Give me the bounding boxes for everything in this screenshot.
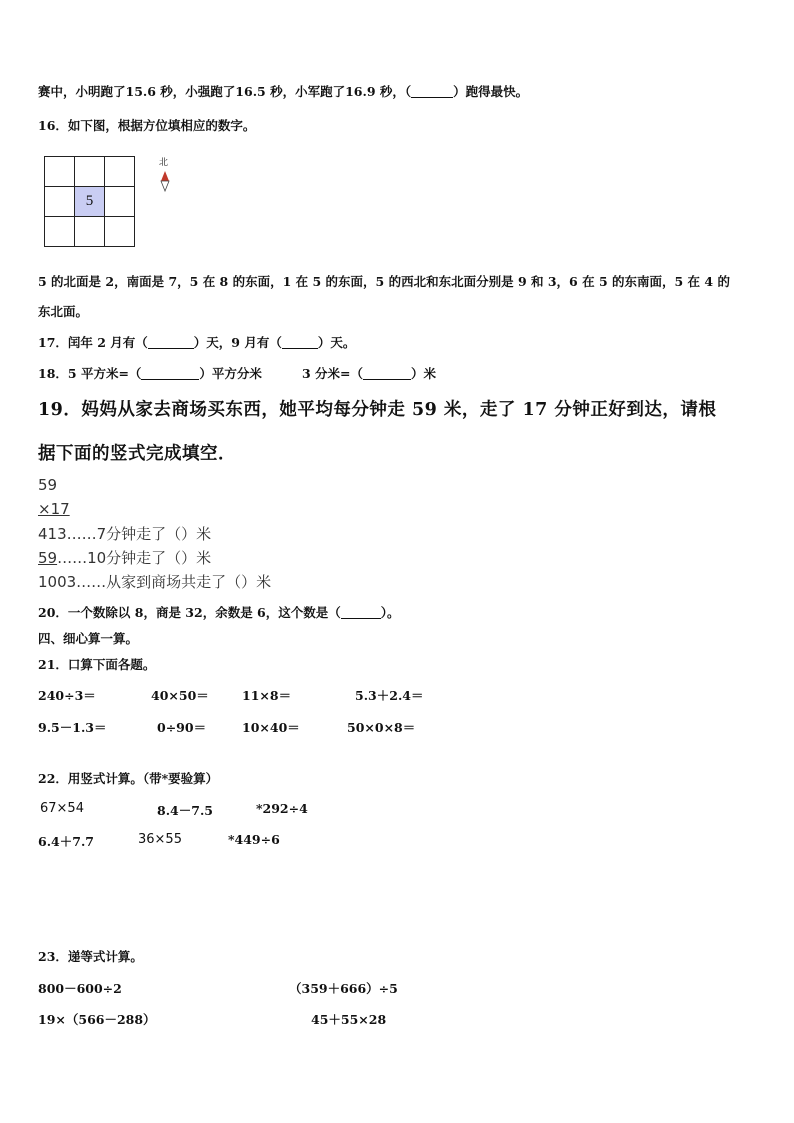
grid-cell-se[interactable] (105, 217, 135, 247)
q19-line2: 据下面的竖式完成填空． (38, 444, 236, 464)
north-label: 北 (159, 158, 169, 168)
q16-title: 16．如下图，根据方位填相应的数字。 (38, 118, 256, 133)
q15-tail: 赛中，小明跑了15.6 秒，小强跑了16.5 秒，小军跑了16.9 秒，（ ）跑得最快。 (38, 84, 529, 99)
grid-cell-s[interactable] (75, 217, 105, 247)
grid-cell-center: 5 (75, 187, 105, 217)
north-compass-icon (156, 155, 176, 195)
q23-item: 800－600÷2 (38, 981, 122, 996)
q20-blank[interactable] (341, 606, 381, 619)
q19-multiplicand: 59 (38, 476, 58, 494)
q18-blank-2[interactable] (363, 367, 411, 380)
q21-item: 5.3＋2.4＝ (355, 688, 424, 703)
q17: 17．闰年 2 月有（ ）天，9 月有（ ）天。 (38, 335, 356, 350)
compass-needle-icon (156, 169, 176, 209)
q22-item: *449÷6 (228, 832, 280, 847)
q19-row3: 1003……从家到商场共走了（）米 (38, 573, 272, 591)
q22-title: 22．用竖式计算。（带*要验算） (38, 771, 219, 786)
grid-cell-nw[interactable] (45, 157, 75, 187)
q18-blank-1[interactable] (141, 367, 199, 380)
q21-item: 9.5－1.3＝ (38, 720, 107, 735)
q21-item: 240÷3＝ (38, 688, 96, 703)
grid-cell-sw[interactable] (45, 217, 75, 247)
q23-item: 45＋55×28 (311, 1012, 387, 1027)
grid-cell-w[interactable] (45, 187, 75, 217)
q20: 20．一个数除以 8，商是 32，余数是 6，这个数是（ ）。 (38, 605, 400, 620)
grid-cell-e[interactable] (105, 187, 135, 217)
q18: 18．5 平方米=（ ）平方分米 3 分米=（ ）米 (38, 366, 436, 381)
q21-item: 10×40＝ (242, 720, 300, 735)
q19-row2: 59……10分钟走了（）米 (38, 549, 212, 567)
q16-desc-line1: 5 的北面是 2，南面是 7，5 在 8 的东面，1 在 5 的东面，5 的西北和东北面分别是 9 和 3，6 在 5 的东南面，5 在 4 的 (38, 274, 730, 289)
q19-line1: 19．妈妈从家去商场买东西，她平均每分钟走 59 米，走了 17 分钟正好到达，请根 (38, 400, 717, 420)
q21-title: 21．口算下面各题。 (38, 657, 156, 672)
q16-desc-line2: 东北面。 (38, 304, 89, 319)
q22-item: 6.4＋7.7 (38, 834, 94, 849)
q23-item: 19×（566－288） (38, 1012, 156, 1027)
q17-sep-blank[interactable] (282, 336, 318, 349)
grid-cell-n[interactable] (75, 157, 105, 187)
q22-item: *292÷4 (256, 801, 308, 816)
q21-item: 40×50＝ (151, 688, 209, 703)
q21-item: 50×0×8＝ (347, 720, 416, 735)
q23-item: （359＋666）÷5 (289, 981, 398, 996)
q22-item: 36×55 (138, 832, 182, 847)
q17-feb-blank[interactable] (148, 336, 194, 349)
direction-grid (44, 156, 135, 247)
section-4-heading: 四、细心算一算。 (38, 631, 139, 646)
q19-multiplier: ×17 (38, 500, 70, 518)
q15-answer-blank[interactable] (411, 85, 453, 98)
grid-cell-ne[interactable] (105, 157, 135, 187)
q23-title: 23．递等式计算。 (38, 949, 143, 964)
q22-item: 67×54 (40, 801, 84, 816)
q21-item: 11×8＝ (242, 688, 292, 703)
q19-row1: 413……7分钟走了（）米 (38, 525, 212, 543)
q21-item: 0÷90＝ (157, 720, 207, 735)
q22-item: 8.4－7.5 (157, 803, 213, 818)
